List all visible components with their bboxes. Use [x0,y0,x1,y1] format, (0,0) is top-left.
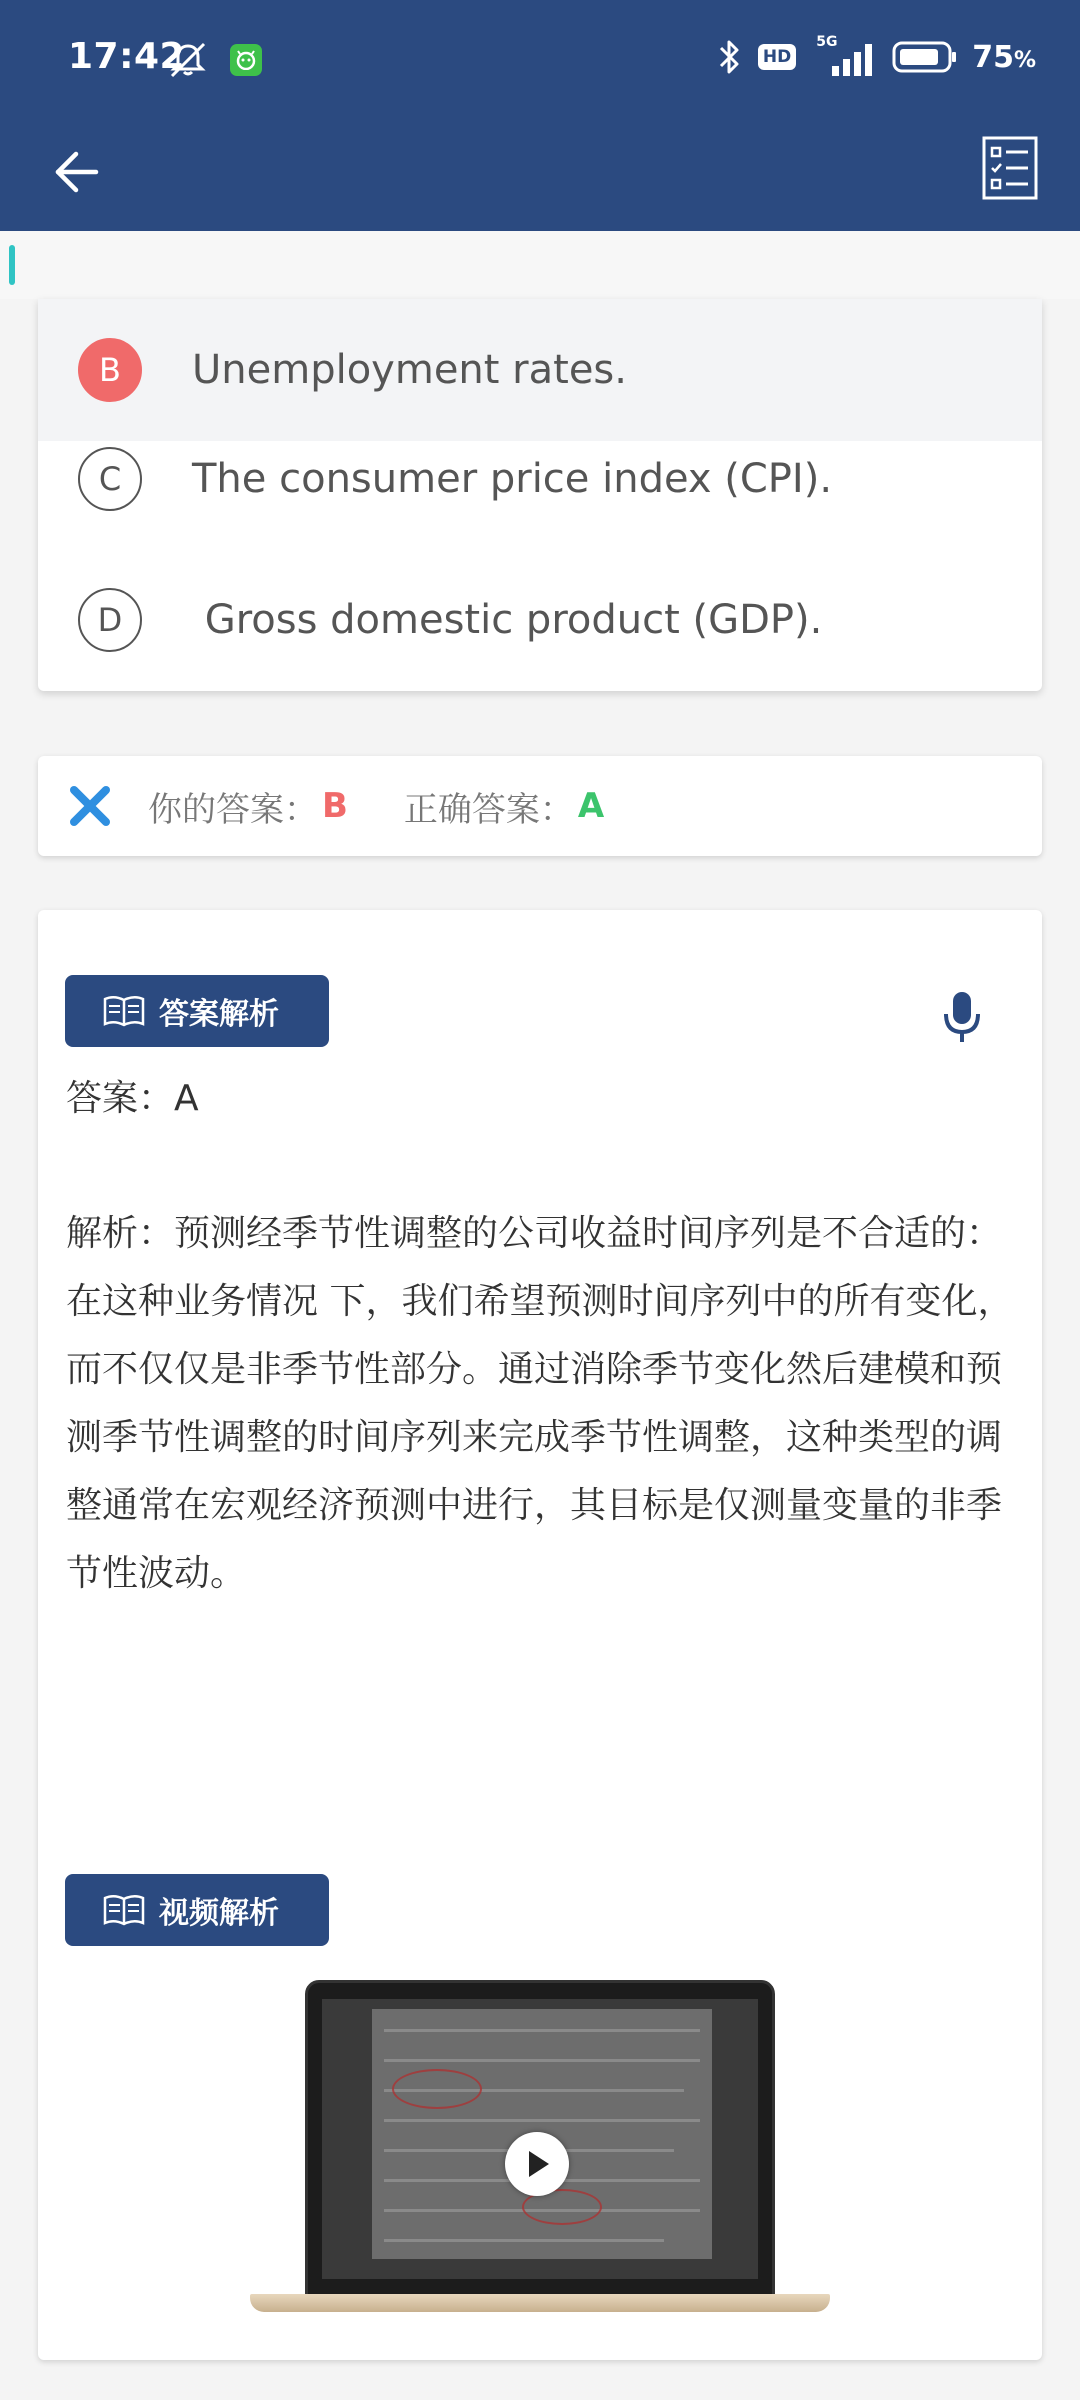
question-list-button[interactable] [970,128,1050,208]
progress-strip [0,231,1080,299]
wrong-x-icon [68,784,112,828]
option-d[interactable] [38,549,1042,691]
status-left-icons [168,40,262,80]
option-text: Unemployment rates. [192,347,627,393]
status-right-icons [714,36,1036,78]
checklist-icon [982,136,1038,200]
video-analysis-badge [65,1874,329,1946]
your-answer-label: 你的答案： [148,789,318,830]
status-bar [0,0,1080,118]
status-time: 17:42 [68,36,186,77]
options-card [38,299,1042,691]
microphone-icon [942,990,982,1044]
correct-answer-value: A [577,786,605,826]
analysis-card [38,910,1042,2360]
play-button[interactable] [505,2132,569,2196]
explanation-text: 解析：预测经季节性调整的公司收益时间序列是不合适的：在这种业务情况 下，我们希望预测时间序列中的所有变化，而不仅仅是非季节性部分。通过消除季节变化然后建模和预测季节性调整的时间序列来完成季节性调整，这种类型的调整通常在宏观经济预测中进行，其目标是仅测量变量的非季节性波动。 [66,1213,1014,1594]
answer-analysis-badge [65,975,329,1047]
battery-icon [892,40,958,74]
result-card [38,756,1042,856]
progress-marker [9,245,15,285]
app-badge-icon [230,44,262,76]
arrow-left-icon [52,150,100,194]
answer-line: 答案：A [66,1078,199,1119]
option-letter: B [78,338,142,402]
bluetooth-icon [714,36,744,78]
video-analysis-title: 视频解析 [159,1896,279,1931]
network-label: 5G [816,34,838,50]
option-text: The consumer price index (CPI). [192,456,833,502]
open-book-icon [103,1894,145,1926]
back-button[interactable] [40,136,112,208]
bell-off-icon [168,40,208,80]
option-letter: C [78,447,142,511]
correct-answer-label: 正确答案： [403,789,574,830]
option-letter: D [78,588,142,652]
app-bar [0,118,1080,231]
your-answer-value: B [322,786,348,826]
open-book-icon [103,995,145,1027]
play-icon [523,2149,551,2179]
option-text: Gross domestic product (GDP). [192,597,823,643]
result-line [148,782,604,831]
hd-icon: HD [758,44,796,70]
battery-percent: 75% [972,39,1036,75]
laptop-base [250,2294,830,2312]
video-player[interactable] [250,1980,830,2320]
answer-analysis-title: 答案解析 [159,997,279,1032]
signal-icon [810,36,878,78]
voice-button[interactable] [932,982,992,1052]
option-c[interactable] [38,408,1042,550]
